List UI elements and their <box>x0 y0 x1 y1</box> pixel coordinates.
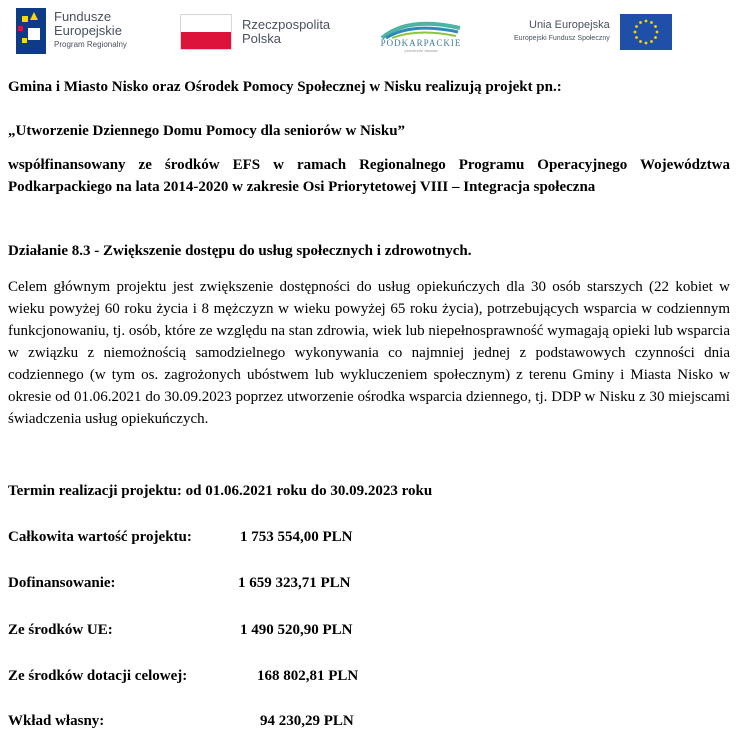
podkarpackie-logo <box>378 14 464 53</box>
financing-label: Ze środków UE: <box>8 622 113 638</box>
podkarpackie-mountains-icon <box>378 14 464 40</box>
fundusze-europejskie-icon <box>16 8 46 54</box>
project-description: Celem głównym projektu jest zwiększenie dostępności do usług opiekuńczych dla 30 osób starszych (22 kobiet w wieku powyżej 60 roku życia i 8 mężczyzn w wieku powyżej 65 roku życia), potrzebujących wsparcia w codziennym funkcjonowaniu, tj. osób, które ze względu na stan zdrowia, wiek lub niepełnosprawność wymagają opieki lub wsparcia w związku z niemożnością samodzielnego wykonywania co najmniej jednej z podstawowych czynności dnia codziennego (w tym os. zagrożonych ubóstwem lub wykluczeniem społecznym) z terenu Gminy i Miasta Nisko w okresie od 01.06.2021 do 30.09.2023 poprzez utworzenie ośrodka wsparcia dziennego, tj. DDP w Nisku z 30 miejscami świadczenia usług opiekuńczych. <box>8 279 730 427</box>
ue-line1: Unia Europejska <box>529 19 610 31</box>
pk-sub: przestrzeń otwarta <box>404 48 438 53</box>
polish-flag-icon <box>180 14 232 50</box>
financing-value: 168 802,81 PLN <box>257 668 359 684</box>
intro-line: Gmina i Miasto Nisko oraz Ośrodek Pomocy Społecznej w Nisku realizują projekt pn.: <box>8 79 562 95</box>
financing-label: Dofinansowanie: <box>8 575 116 591</box>
action-line: Działanie 8.3 - Zwiększenie dostępu do usług społecznych i zdrowotnych. <box>8 243 472 259</box>
ue-line2: Europejski Fundusz Społeczny <box>514 35 610 42</box>
financing-label: Całkowita wartość projektu: <box>8 529 192 545</box>
financing-value: 1 753 554,00 PLN <box>240 529 353 545</box>
financing-value: 1 659 323,71 PLN <box>238 575 351 591</box>
financing-value: 1 490 520,90 PLN <box>240 622 353 638</box>
unia-europejska-logo <box>514 14 672 50</box>
financing-value: 94 230,29 PLN <box>260 713 354 729</box>
logo-strip <box>0 0 750 68</box>
pk-name: PODKARPACKIE <box>380 38 462 48</box>
rzeczpospolita-polska-logo <box>180 14 330 50</box>
fe-line3: Program Regionalny <box>54 40 127 49</box>
fe-line1: Fundusze <box>54 9 112 24</box>
rp-line1: Rzeczpospolita <box>242 17 331 32</box>
financing-label: Wkład własny: <box>8 713 105 729</box>
project-title: „Utworzenie Dziennego Domu Pomocy dla seniorów w Nisku” <box>8 123 406 139</box>
fe-line2: Europejskie <box>54 23 122 38</box>
eu-flag-icon <box>620 14 672 50</box>
rp-line2: Polska <box>242 31 282 46</box>
fundusze-europejskie-logo <box>16 8 127 54</box>
project-term: Termin realizacji projektu: od 01.06.2021 roku do 30.09.2023 roku <box>8 483 433 499</box>
cofinancing-text: współfinansowany ze środków EFS w ramach Regionalnego Programu Operacyjnego Województwa Podkarpackiego na lata 2014-2020 w zakresie Osi Priorytetowej VIII – Integracja społeczna <box>8 157 730 195</box>
financing-label: Ze środków dotacji celowej: <box>8 668 188 684</box>
